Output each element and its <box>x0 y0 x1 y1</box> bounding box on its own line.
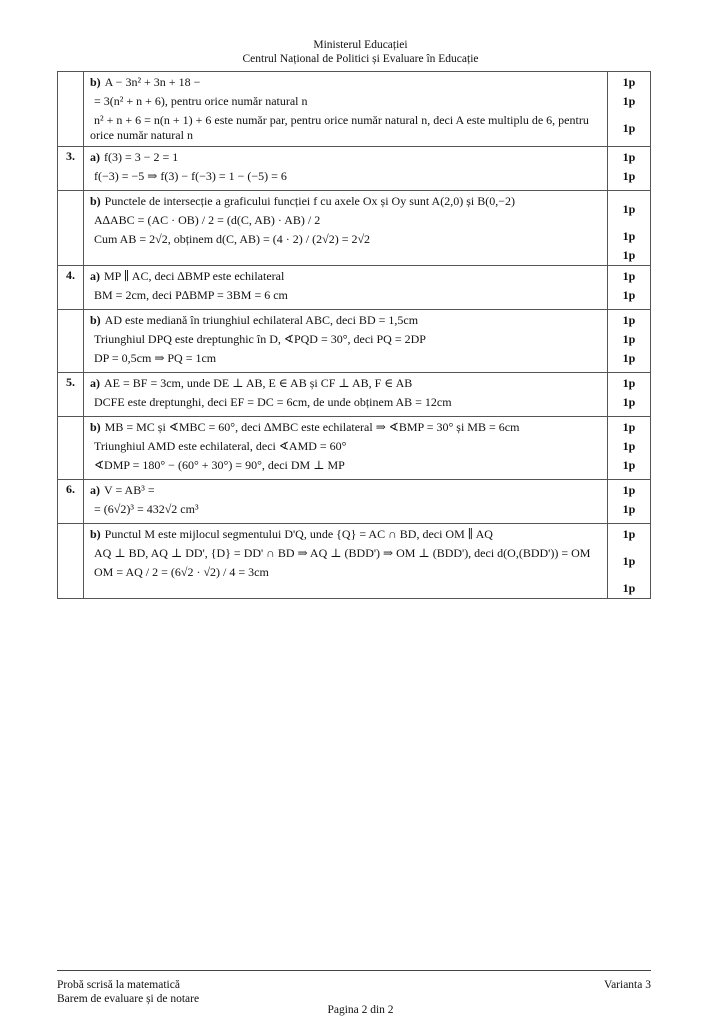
solution-text: Triunghiul DPQ este dreptunghic în D, ∢PQD = 30°, deci PQ = 2DP <box>94 332 426 346</box>
points-value: 1p <box>622 483 636 497</box>
solution-line <box>90 150 599 168</box>
solution-cell <box>84 373 608 417</box>
points-value: 1p <box>622 94 636 108</box>
subpoint-label: a) <box>90 269 100 283</box>
solution-cell <box>84 310 608 373</box>
solution-text: MP ∥ AC, deci ∆BMP este echilateral <box>104 269 285 283</box>
page-number: Pagina 2 din 2 <box>327 1004 394 1016</box>
solution-text: Punctul M este mijlocul segmentului D'Q, unde {Q} = AC ∩ BD, deci OM ∥ AQ <box>104 527 493 541</box>
solution-line <box>90 420 599 438</box>
solution-cell <box>84 191 608 266</box>
solution-cell <box>84 417 608 480</box>
points-value: 1p <box>622 351 636 365</box>
points-value: 1p <box>622 554 636 568</box>
solution-line <box>90 94 599 112</box>
points-value: 1p <box>622 229 636 243</box>
solution-line <box>90 395 599 413</box>
solution-text: = 3(n² + n + 6), pentru orice număr natural n <box>94 94 308 108</box>
points-value: 1p <box>622 313 636 327</box>
solution-text: f(−3) = −5 ⇒ f(3) − f(−3) = 1 − (−5) = 6 <box>94 169 287 183</box>
solution-line <box>90 439 599 457</box>
solution-cell <box>84 266 608 310</box>
points-cell <box>608 191 651 266</box>
exercise-number: 5. <box>58 373 84 417</box>
page-header <box>0 38 721 66</box>
grading-row <box>58 417 651 480</box>
points-value: 1p <box>622 332 636 346</box>
points-value: 1p <box>622 581 636 595</box>
solution-line <box>90 527 599 545</box>
grading-row <box>58 147 651 191</box>
points-cell <box>608 417 651 480</box>
points-value: 1p <box>622 395 636 409</box>
solution-text: n² + n + 6 = n(n + 1) + 6 este număr par, pentru orice număr natural n, deci A este multiplu de 6, pentru orice număr natural n <box>90 113 589 142</box>
subpoint-label: a) <box>90 150 100 164</box>
solution-line <box>90 502 599 520</box>
points-cell <box>608 147 651 191</box>
exercise-number: 6. <box>58 480 84 524</box>
solution-line <box>90 194 599 212</box>
document-type: Barem de evaluare și de notare <box>57 993 200 1005</box>
points-cell <box>608 373 651 417</box>
solution-text: A∆ABC = (AC · OB) / 2 = (d(C, AB) · AB) / 2 <box>94 213 321 227</box>
solution-line <box>90 232 599 250</box>
points-cell <box>608 480 651 524</box>
subpoint-label: b) <box>90 420 101 434</box>
grading-row <box>58 480 651 524</box>
footer-divider <box>57 970 651 971</box>
exercise-number <box>58 524 84 599</box>
exam-name: Probă scrisă la matematică <box>57 979 180 991</box>
solution-line <box>90 313 599 331</box>
solution-cell <box>84 147 608 191</box>
points-value: 1p <box>622 150 636 164</box>
points-value: 1p <box>622 502 636 516</box>
points-value: 1p <box>622 269 636 283</box>
points-value: 1p <box>622 248 636 262</box>
grading-row <box>58 310 651 373</box>
subpoint-label: b) <box>90 313 101 327</box>
subpoint-label: a) <box>90 376 100 390</box>
points-value: 1p <box>622 169 636 183</box>
solution-line <box>90 288 599 306</box>
solution-text: DP = 0,5cm ⇒ PQ = 1cm <box>94 351 217 365</box>
center-name: Centrul Național de Politici și Evaluare în Educație <box>242 53 479 65</box>
variant-label: Varianta 3 <box>604 979 651 991</box>
exercise-number <box>58 191 84 266</box>
solution-text: Triunghiul AMD este echilateral, deci ∢AMD = 60° <box>94 439 347 453</box>
points-value: 1p <box>622 121 636 135</box>
solution-line <box>90 458 599 476</box>
grading-row <box>58 191 651 266</box>
grading-row <box>58 373 651 417</box>
solution-text: AQ ⊥ BD, AQ ⊥ DD', {D} = DD' ∩ BD ⇒ AQ ⊥ (BDD') ⇒ OM ⊥ (BDD'), deci d(O,(BDD')) = OM <box>94 546 591 560</box>
grading-row <box>58 266 651 310</box>
exercise-number: 3. <box>58 147 84 191</box>
solution-cell <box>84 524 608 599</box>
subpoint-label: a) <box>90 483 100 497</box>
solution-line <box>90 332 599 350</box>
solution-text: Cum AB = 2√2, obținem d(C, AB) = (4 · 2) / (2√2) = 2√2 <box>94 232 371 246</box>
solution-text: BM = 2cm, deci P∆BMP = 3BM = 6 cm <box>94 288 288 302</box>
solution-line <box>90 113 599 143</box>
exercise-number <box>58 72 84 147</box>
grading-table <box>57 71 651 599</box>
points-value: 1p <box>622 527 636 541</box>
grading-row <box>58 72 651 147</box>
exercise-number <box>58 417 84 480</box>
solution-text: A − 3n² + 3n + 18 − <box>104 75 201 89</box>
solution-line <box>90 376 599 394</box>
solution-text: DCFE este dreptunghi, deci EF = DC = 6cm, de unde obținem AB = 12cm <box>94 395 452 409</box>
solution-text: Punctele de intersecție a graficului funcției f cu axele Ox și Oy sunt A(2,0) și B(0,−2) <box>104 194 515 208</box>
solution-line <box>90 75 599 93</box>
exercise-number: 4. <box>58 266 84 310</box>
solution-text: f(3) = 3 − 2 = 1 <box>104 150 179 164</box>
ministry-name: Ministerul Educației <box>313 39 408 51</box>
points-value: 1p <box>622 439 636 453</box>
points-cell <box>608 310 651 373</box>
solution-text: AD este mediană în triunghiul echilateral ABC, deci BD = 1,5cm <box>104 313 419 327</box>
solution-text: MB = MC și ∢MBC = 60°, deci ∆MBC este echilateral ⇒ ∢BMP = 30° și MB = 6cm <box>104 420 520 434</box>
solution-text: = (6√2)³ = 432√2 cm³ <box>94 502 199 516</box>
points-cell <box>608 524 651 599</box>
solution-line <box>90 169 599 187</box>
solution-line <box>90 565 599 583</box>
points-cell <box>608 266 651 310</box>
solution-cell <box>84 72 608 147</box>
points-value: 1p <box>622 458 636 472</box>
solution-line <box>90 351 599 369</box>
solution-cell <box>84 480 608 524</box>
points-value: 1p <box>622 376 636 390</box>
subpoint-label: b) <box>90 194 101 208</box>
solution-text: ∢DMP = 180° − (60° + 30°) = 90°, deci DM ⊥ MP <box>94 458 345 472</box>
solution-text: AE = BF = 3cm, unde DE ⊥ AB, E ∈ AB și CF ⊥ AB, F ∈ AB <box>104 376 413 390</box>
subpoint-label: b) <box>90 527 101 541</box>
solution-line <box>90 213 599 231</box>
points-cell <box>608 72 651 147</box>
points-value: 1p <box>622 75 636 89</box>
solution-line <box>90 546 599 564</box>
solution-text: V = AB³ = <box>104 483 155 497</box>
points-value: 1p <box>622 288 636 302</box>
points-value: 1p <box>622 420 636 434</box>
solution-line <box>90 269 599 287</box>
solution-line <box>90 483 599 501</box>
grading-row <box>58 524 651 599</box>
subpoint-label: b) <box>90 75 101 89</box>
points-value: 1p <box>622 202 636 216</box>
solution-text: OM = AQ / 2 = (6√2 · √2) / 4 = 3cm <box>94 565 269 579</box>
exercise-number <box>58 310 84 373</box>
